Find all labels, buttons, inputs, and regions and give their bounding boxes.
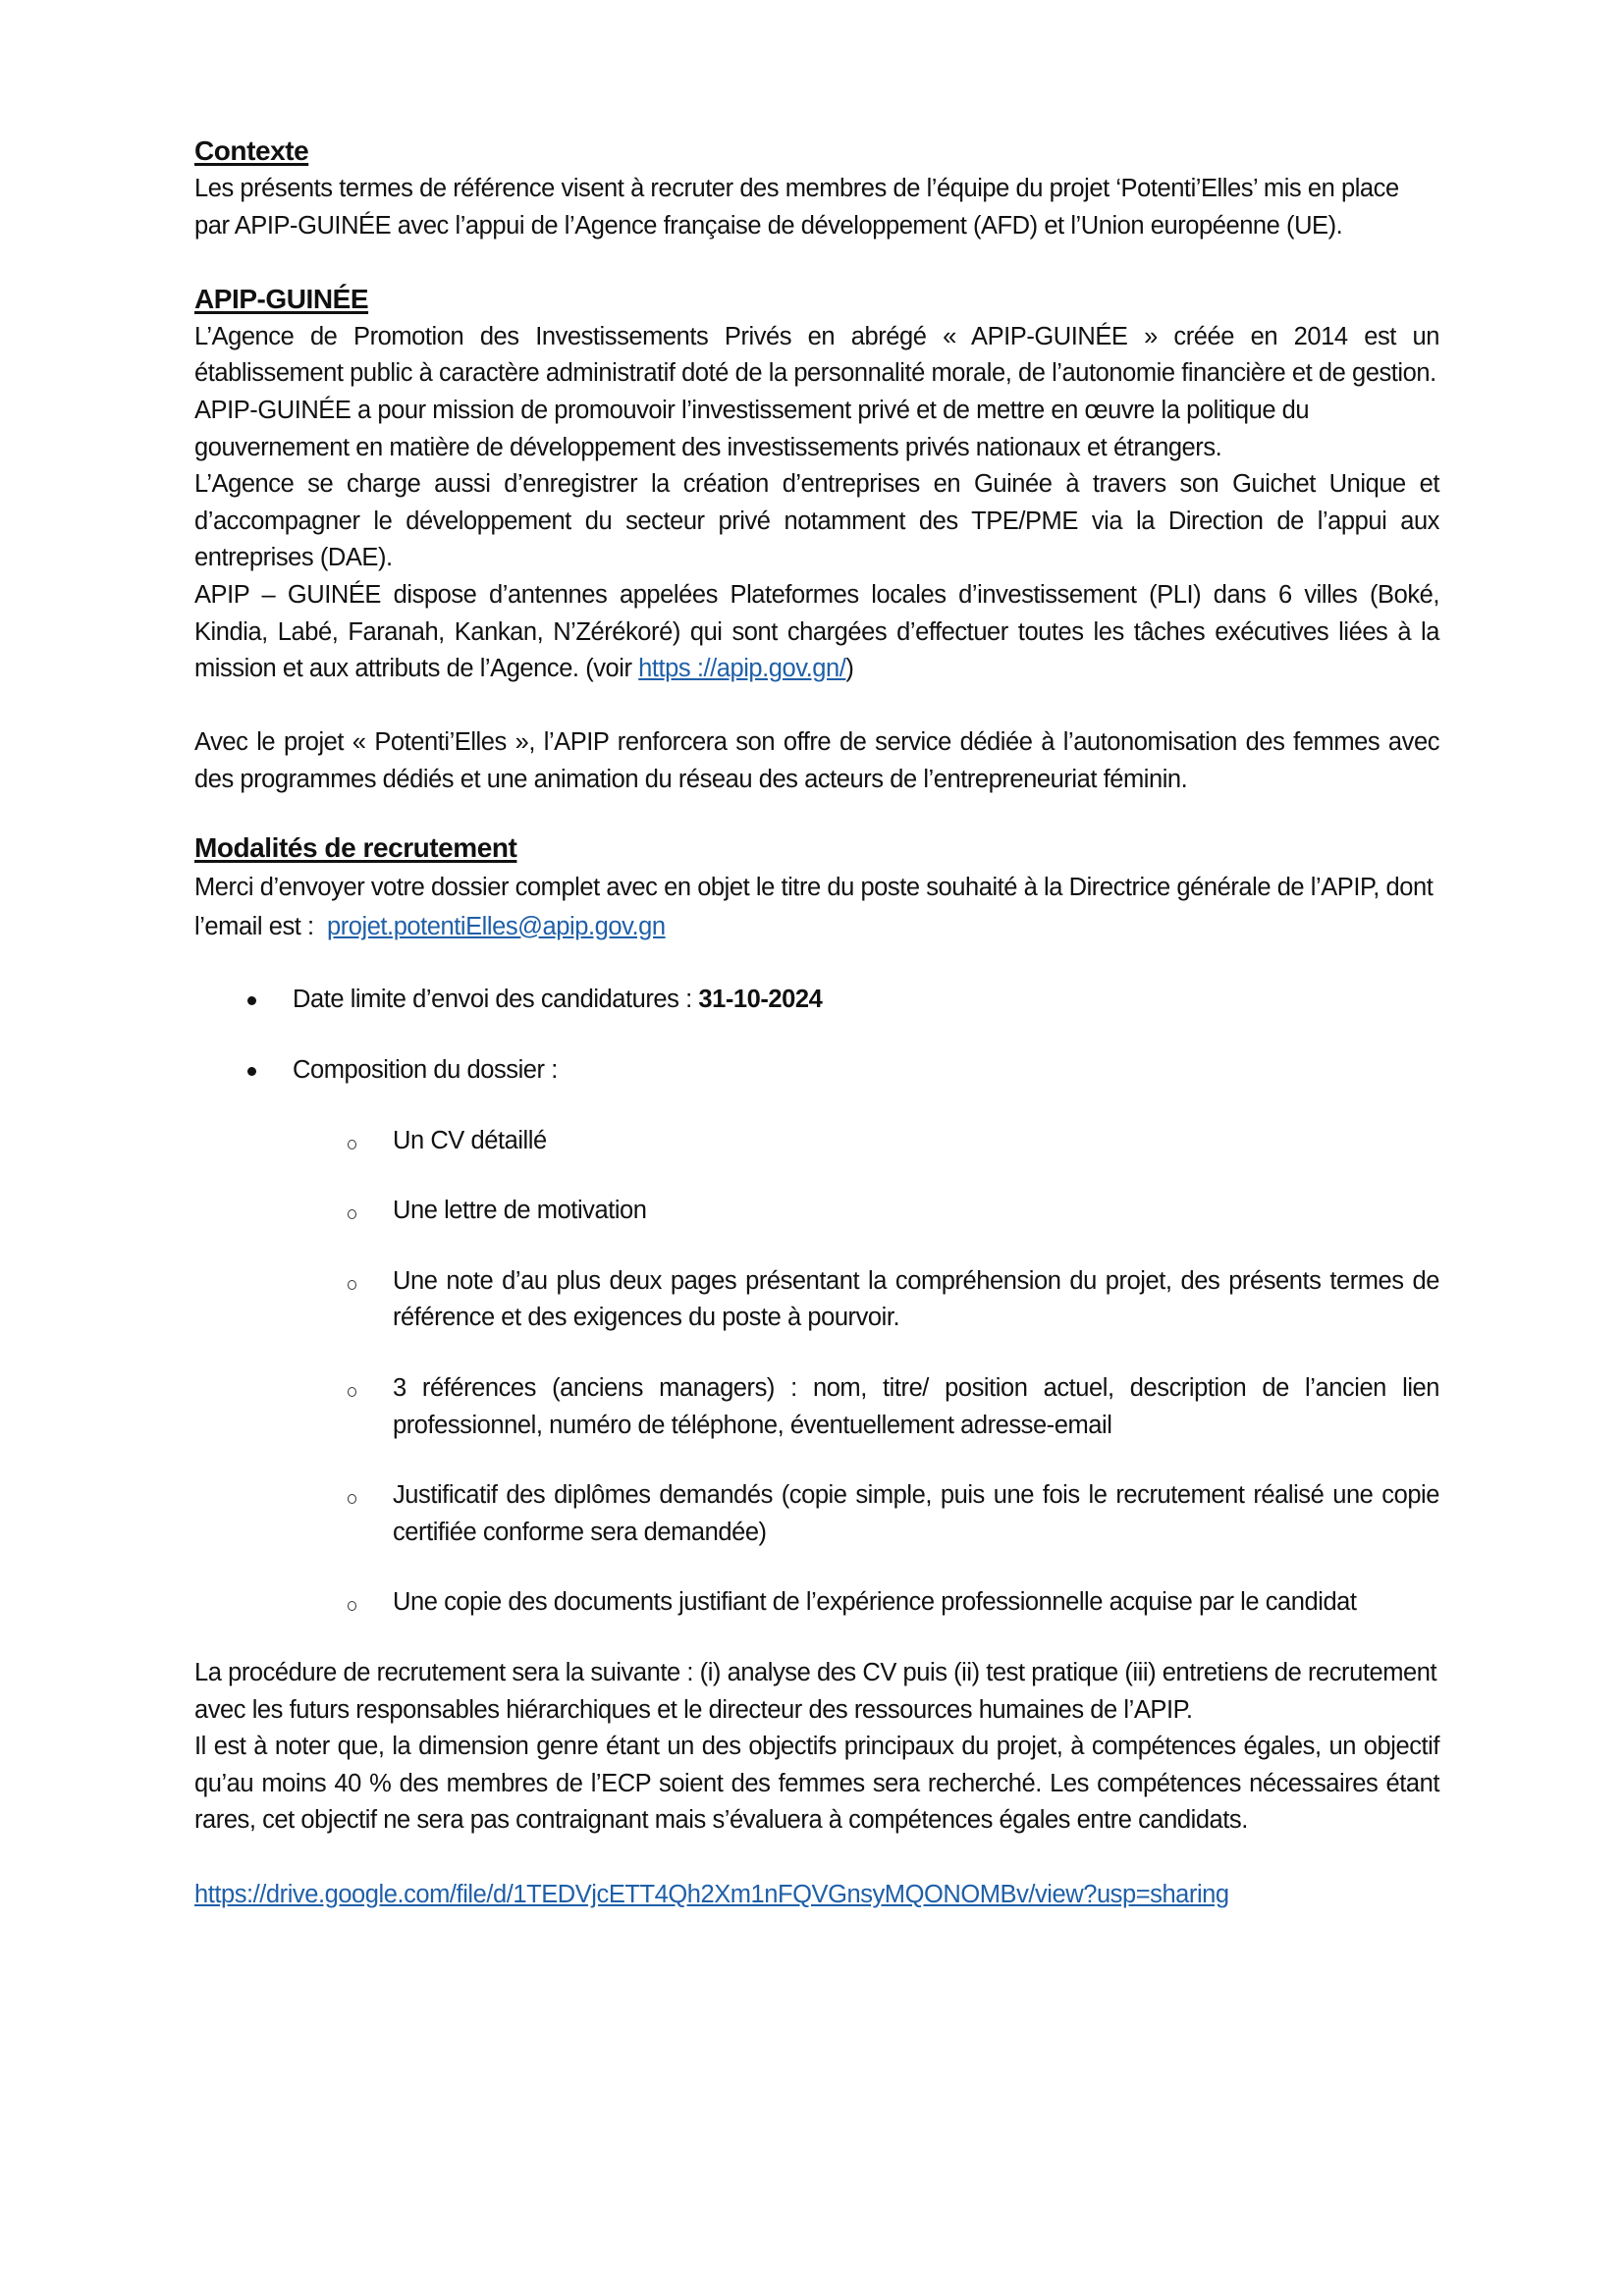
sub-bullet-circle-icon — [348, 1494, 356, 1504]
email-link[interactable]: projet.potentiElles@apip.gov.gn — [326, 912, 666, 940]
spacer — [194, 1622, 1439, 1655]
sub-bullet-circle-icon — [348, 1209, 356, 1219]
dossier-item — [194, 1193, 1439, 1230]
section-heading-apip-guinee: APIP-GUINÉE — [194, 283, 369, 314]
document-page — [194, 133, 1439, 1913]
dossier-item-text: 3 références (anciens managers) : nom, titre/ position actuel, description de l’ancien lien professionnel, numéro de téléphone, éventuellement adresse-email — [393, 1374, 1439, 1439]
apip-paragraph-guichet: L’Agence se charge aussi d’enregistrer la création d’entreprises en Guinée à travers son Guichet Unique et d’accompagner le développement du secteur privé notamment des TPE/PME via la Direction de l’appui aux entreprises (DAE). — [194, 470, 1439, 572]
dossier-item — [194, 1370, 1439, 1444]
dossier-label: Composition du dossier : — [293, 1056, 558, 1085]
spacer — [194, 244, 1439, 282]
drive-link[interactable]: https://drive.google.com/file/d/1TEDVjcETT4Qh2Xm1nFQVGnsyMQONOMBv/view?usp=sharing — [194, 1880, 1229, 1908]
dossier-item — [194, 1477, 1439, 1551]
dossier-item-text: Une copie des documents justifiant de l’expérience professionnelle acquise par le candidat — [393, 1588, 1357, 1617]
spacer — [194, 1840, 1439, 1877]
dossier-item — [194, 1584, 1439, 1622]
spacer — [194, 1018, 1439, 1052]
deadline-value: 31-10-2024 — [698, 985, 823, 1013]
spacer — [194, 688, 1439, 725]
section-heading-contexte: Contexte — [194, 135, 309, 166]
modalites-intro-text: Merci d’envoyer votre dossier complet avec en objet le titre du poste souhaité à la Directrice générale de l’APIP, dont l’email est : — [194, 873, 1434, 940]
spacer — [194, 1090, 1439, 1123]
dossier-item-text: Une note d’au plus deux pages présentant la compréhension du projet, des présents termes de référence et des exigences du poste à pourvoir. — [393, 1266, 1439, 1332]
sub-bullet-circle-icon — [348, 1387, 356, 1397]
modalites-intro — [194, 868, 1439, 946]
spacer — [194, 1337, 1439, 1370]
procedure-paragraph: La procédure de recrutement sera la suivante : (i) analyse des CV puis (ii) test pratique (iii) entretiens de recrutement avec les futurs responsables hiérarchiques et le directeur des ressources humaines de l’APIP. — [194, 1659, 1437, 1724]
dossier-item — [194, 1123, 1439, 1160]
potentielles-paragraph: Avec le projet « Potenti’Elles », l’APIP renforcera son offre de service dédiée à l’autonomisation des femmes avec des programmes dédiés et une animation du réseau des acteurs de l’entrepreneuriat féminin. — [194, 728, 1439, 793]
dossier-item-text: Un CV détaillé — [393, 1126, 547, 1154]
apip-paragraph-definition: L’Agence de Promotion des Investissements Privés en abrégé « APIP-GUINÉE » créée en 2014 est un établissement public à caractère administratif doté de la personnalité morale, de l’autonomie financière et de gestion. — [194, 322, 1439, 388]
apip-website-link[interactable]: https ://apip.gov.gn/ — [638, 655, 846, 683]
section-heading-modalites: Modalités de recrutement — [194, 831, 517, 863]
spacer — [194, 1230, 1439, 1263]
bullet-dot-icon — [247, 1067, 256, 1076]
sub-bullet-circle-icon — [348, 1140, 356, 1149]
apip-pli-close: ) — [845, 655, 854, 683]
drive-link-line — [194, 1877, 1439, 1914]
spacer — [194, 1551, 1439, 1584]
apip-paragraph-mission: APIP-GUINÉE a pour mission de promouvoir l’investissement privé et de mettre en œuvre la politique du gouvernement en matière de développement des investissements privés nationaux et étrangers. — [194, 396, 1310, 461]
bullet-deadline — [194, 982, 1439, 1019]
sub-bullet-circle-icon — [348, 1280, 356, 1290]
gender-note-paragraph: Il est à noter que, la dimension genre étant un des objectifs principaux du projet, à compétences égales, un objectif qu’au moins 40 % des membres de l’ECP soient des femmes sera recherché. Les compétences nécessaires étant rares, cet objectif ne sera pas contraignant mais s’évaluera à compétences égales entre candidats. — [194, 1733, 1439, 1835]
spacer — [194, 1444, 1439, 1477]
dossier-item — [194, 1263, 1439, 1337]
apip-paragraph-pli — [194, 577, 1439, 688]
bullet-dossier — [194, 1052, 1439, 1090]
spacer — [194, 799, 1439, 830]
deadline-label: Date limite d’envoi des candidatures : — [293, 985, 699, 1013]
sub-bullet-circle-icon — [348, 1601, 356, 1611]
bullet-dot-icon — [247, 996, 256, 1005]
spacer — [194, 946, 1439, 982]
apip-pli-text: APIP – GUINÉE dispose d’antennes appelées Plateformes locales d’investissement (PLI) dans 6 villes (Boké, Kindia, Labé, Faranah, Kankan, N’Zérékoré) qui sont chargées d’effectuer toutes les tâches exécutives liées à la mission et aux attributs de l’Agence. (voir — [194, 580, 1439, 683]
dossier-item-text: Justificatif des diplômes demandés (copie simple, puis une fois le recrutement réalisé une copie certifiée conforme sera demandée) — [393, 1481, 1439, 1546]
dossier-item-text: Une lettre de motivation — [393, 1197, 647, 1225]
modalites-bullet-list — [194, 982, 1439, 1090]
dossier-items-list — [194, 1123, 1439, 1622]
spacer — [194, 1159, 1439, 1193]
contexte-paragraph: Les présents termes de référence visent à recruter des membres de l’équipe du projet ‘Potenti’Elles’ mis en place par APIP-GUINÉE avec l’appui de l’Agence française de développement (AFD) et l’Union européenne (UE). — [194, 175, 1399, 240]
